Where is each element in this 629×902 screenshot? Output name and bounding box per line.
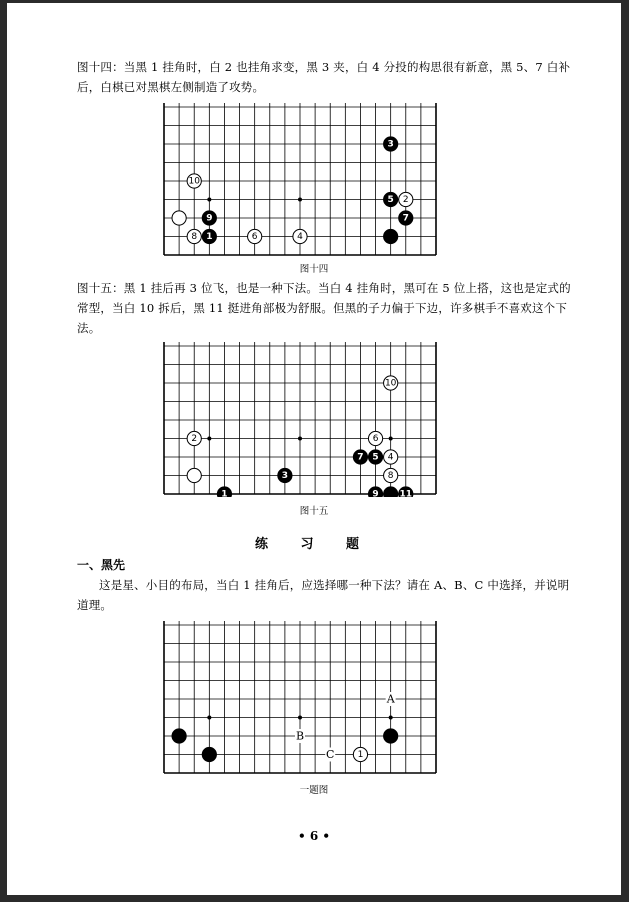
white-stone bbox=[187, 174, 201, 188]
star-point bbox=[389, 437, 393, 441]
stone-move-number: 4 bbox=[297, 232, 303, 242]
white-stone bbox=[187, 468, 201, 482]
black-stone bbox=[384, 192, 398, 206]
stone-move-number: 8 bbox=[191, 232, 198, 242]
stone-move-number: 8 bbox=[387, 471, 394, 481]
exercise-subheading: 一、黑先 bbox=[77, 558, 126, 572]
option-letter-marker bbox=[386, 692, 396, 706]
stone-move-number: 7 bbox=[402, 213, 409, 224]
star-point bbox=[207, 716, 211, 720]
figure-15-caption: 图十五 bbox=[299, 506, 329, 517]
stone-move-number: 10 bbox=[384, 378, 397, 389]
black-stone bbox=[399, 211, 413, 225]
black-stone bbox=[368, 450, 382, 464]
page-number: • 6 • bbox=[297, 829, 331, 843]
black-stone bbox=[384, 729, 398, 743]
black-stone bbox=[384, 137, 398, 151]
go-board-exercise bbox=[150, 621, 450, 784]
white-stone bbox=[384, 450, 398, 464]
stone-move-number: 7 bbox=[357, 452, 364, 463]
stone-move-number: 10 bbox=[188, 176, 200, 187]
black-stone bbox=[384, 487, 398, 497]
black-stone bbox=[217, 487, 231, 497]
black-stone bbox=[399, 487, 413, 497]
black-stone bbox=[202, 747, 216, 761]
svg-text:C: C bbox=[326, 748, 335, 761]
black-stone bbox=[202, 229, 216, 243]
white-stone bbox=[384, 376, 398, 390]
stone-move-number: 6 bbox=[251, 232, 258, 242]
white-stone bbox=[248, 229, 262, 243]
stone-move-number: 1 bbox=[357, 750, 364, 760]
svg-text:A: A bbox=[386, 692, 395, 706]
stone-move-number: 3 bbox=[387, 139, 394, 150]
figure-14-caption: 图十四 bbox=[299, 264, 329, 275]
white-stone bbox=[368, 431, 382, 445]
white-stone bbox=[187, 229, 201, 243]
star-point bbox=[207, 437, 211, 441]
star-point bbox=[298, 716, 302, 720]
white-stone bbox=[187, 431, 201, 445]
exercise-question: 这是星、小目的布局，当白 1 挂角后，应选择哪一种下法？请在 A、B、C 中选择，并说明道理。 bbox=[77, 578, 570, 612]
stone-move-number: 2 bbox=[402, 195, 409, 205]
stone-move-number: 9 bbox=[372, 489, 379, 497]
go-board-figure-15 bbox=[150, 342, 450, 497]
svg-text:B: B bbox=[295, 729, 305, 743]
black-stone bbox=[172, 729, 186, 743]
stone-move-number: 5 bbox=[387, 195, 394, 205]
black-stone bbox=[384, 229, 398, 243]
black-stone bbox=[368, 487, 382, 497]
stone-move-number: 4 bbox=[387, 452, 394, 463]
white-stone bbox=[384, 468, 398, 482]
white-stone bbox=[172, 211, 186, 225]
star-point bbox=[298, 198, 302, 202]
white-stone bbox=[293, 229, 307, 243]
go-board-figure-14 bbox=[150, 103, 450, 258]
stone-move-number: 6 bbox=[372, 434, 379, 444]
stone-move-number: 2 bbox=[191, 434, 198, 444]
option-letter-marker bbox=[325, 748, 335, 762]
exercise-figure-caption: 一题图 bbox=[299, 785, 329, 796]
option-letter-marker bbox=[295, 729, 305, 743]
star-point bbox=[207, 198, 211, 202]
exercise-heading: 练 习 题 bbox=[254, 537, 374, 552]
black-stone bbox=[278, 468, 292, 482]
stone-move-number: 11 bbox=[399, 489, 413, 497]
document-page bbox=[7, 3, 621, 895]
star-point bbox=[389, 716, 393, 720]
stone-move-number: 1 bbox=[221, 489, 228, 497]
figure-15-description: 图十五：黑 1 挂后再 3 位飞，也是一种下法。当白 4 挂角时，黑可在 5 位上搭，这也是定式的常型，当白 10 拆后，黑 11 挺进角部极为舒服。但黑的子力偏于下边，许多棋手不喜欢这个下法。 bbox=[77, 281, 571, 335]
white-stone bbox=[353, 747, 367, 761]
stone-move-number: 9 bbox=[206, 213, 213, 224]
stone-move-number: 3 bbox=[281, 471, 289, 481]
stone-move-number: 5 bbox=[372, 452, 379, 463]
stone-move-number: 1 bbox=[206, 232, 213, 242]
white-stone bbox=[399, 192, 413, 206]
black-stone bbox=[353, 450, 367, 464]
black-stone bbox=[202, 211, 216, 225]
star-point bbox=[298, 437, 302, 441]
figure-14-description: 图十四：当黑 1 挂角时，白 2 也挂角求变，黑 3 夹，白 4 分投的构思很有新意，黑 5、7 白补后，白棋已对黑棋左侧制造了攻势。 bbox=[77, 60, 571, 94]
